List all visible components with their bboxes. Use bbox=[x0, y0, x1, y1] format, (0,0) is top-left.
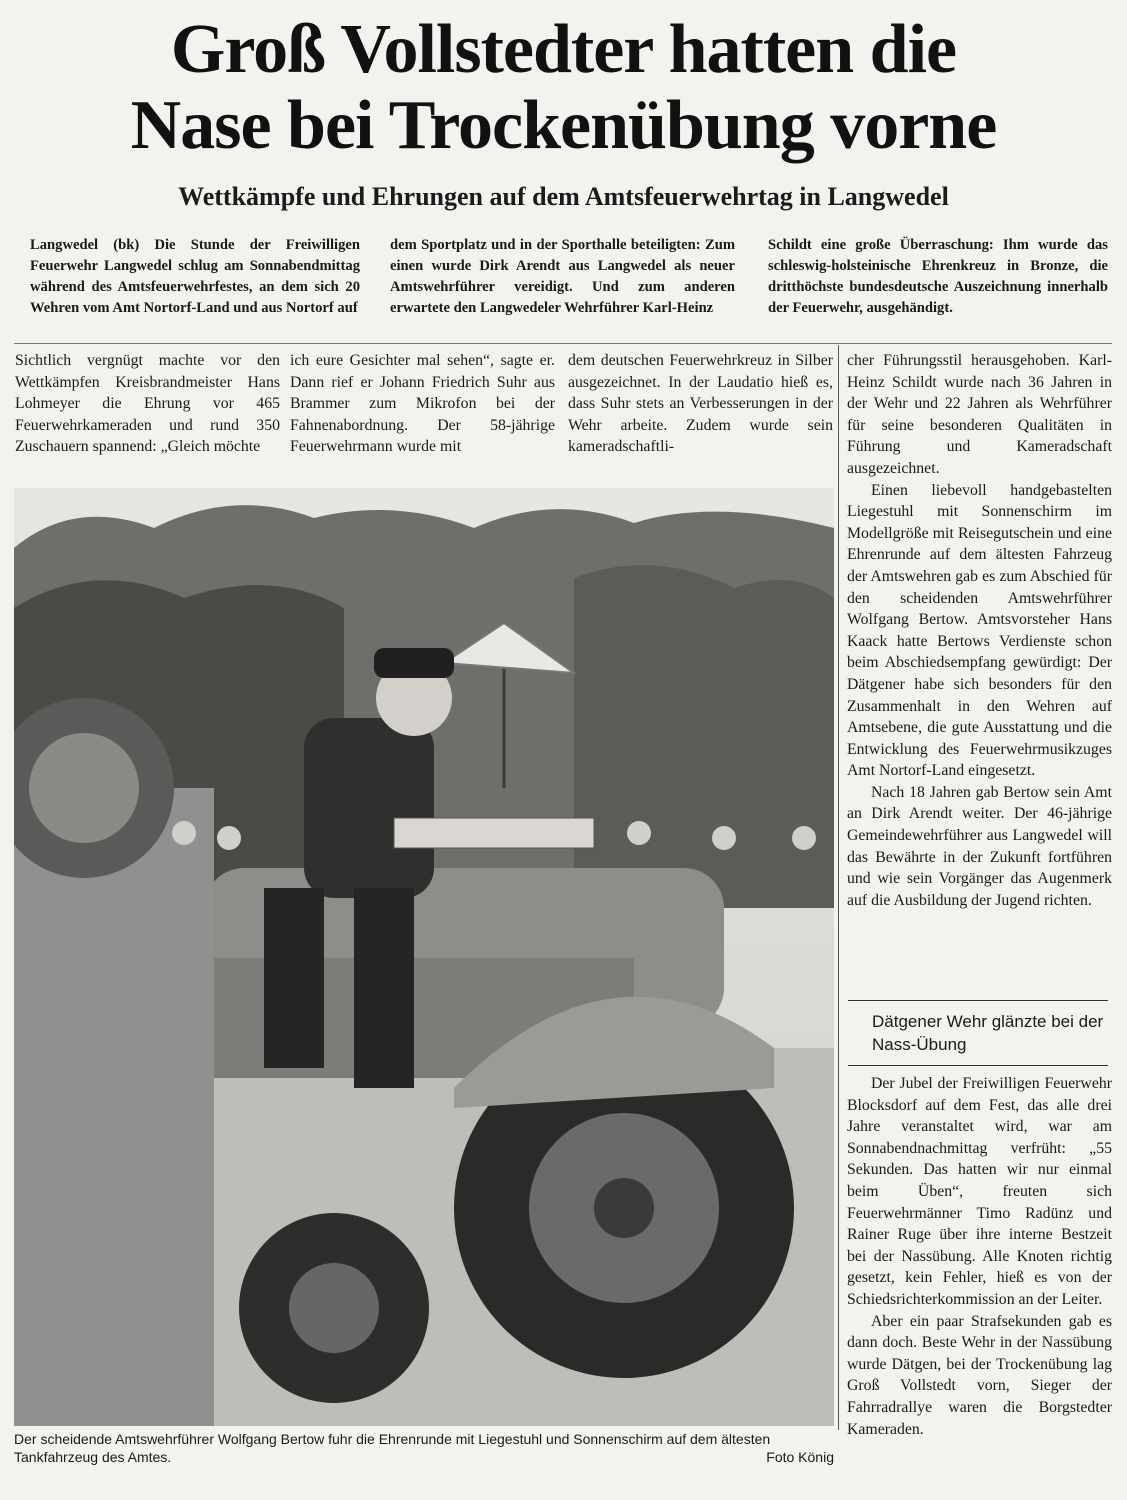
headline-line-2: Nase bei Trockenübung vorne bbox=[130, 87, 997, 164]
sidebar-body bbox=[847, 1073, 1112, 1440]
tractor-photo-illustration bbox=[14, 488, 834, 1426]
sidebar-paragraph: Aber ein paar Strafsekunden gab es dann doch. Beste Wehr in der Nassübung wurde Dätgen, bei der Trockenübung lag Groß Vollstedt vorn, Sieger der Fahrradrallye waren die Borgstedter Kameraden. bbox=[847, 1312, 1112, 1438]
sidebar-bottom-rule bbox=[848, 1065, 1108, 1066]
body-column-4-paragraph: Nach 18 Jahren gab Bertow sein Amt an Dirk Arendt weiter. Der 46-jährige Gemeindewehrführer aus Langwedel will das Bewährte in der Zukunft fortführen und wie sein Vorgänger das Augenmerk auf die Ausbildung der Jugend richten. bbox=[847, 783, 1112, 909]
body-column-4 bbox=[847, 350, 1112, 911]
headline bbox=[0, 12, 1127, 164]
photo-caption: Der scheidende Amtswehrführer Wolfgang Bertow fuhr die Ehrenrunde mit Liegestuhl und Sonnenschirm auf dem ältesten Tankfahrzeug des Amtes. bbox=[14, 1431, 771, 1465]
sidebar-top-rule bbox=[848, 1000, 1108, 1001]
lead-column-1: Langwedel (bk) Die Stunde der Freiwilligen Feuerwehr Langwedel schlug am Sonnabendmittag während des Amtsfeuerwehrfestes, an dem sich 20 Wehren vom Amt Nortorf-Land und aus Nortorf auf bbox=[30, 237, 360, 316]
column-rule bbox=[838, 345, 839, 1430]
body-column-2: ich eure Gesichter mal sehen“, sagte er. Dann rief er Johann Friedrich Suhr aus Brammer zum Mikrofon bei der Fahnenabordnung. Der 58-jährige Feuerwehrmann wurde mit bbox=[290, 352, 555, 456]
divider-rule bbox=[14, 343, 1112, 344]
lead-column-3: Schildt eine große Überraschung: Ihm wurde das schleswig-holsteinische Ehrenkreuz in Bronze, die dritthöchste bundesdeutsche Auszeichnung innerhalb der Feuerwehr, ausgehändigt. bbox=[768, 237, 1108, 316]
lead-column-2: dem Sportplatz und in der Sporthalle beteiligten: Zum einen wurde Dirk Arendt aus Langwedel als neuer Amtswehrführer vereidigt. Und zum anderen erwartete den Langwedeler Wehrführer Karl-Heinz bbox=[390, 237, 735, 316]
photo-credit: Foto König bbox=[766, 1449, 834, 1465]
body-column-4-paragraph: cher Führungsstil herausgehoben. Karl-Heinz Schildt wurde nach 36 Jahren in der Wehr und 22 Jahren als Wehrführer für seine besonderen Qualitäten in Führung und Kameradschaft ausgezeichnet. bbox=[847, 352, 1112, 477]
headline-line-1: Groß Vollstedter hatten die bbox=[170, 11, 957, 88]
sidebar-heading: Dätgener Wehr glänzte bei der Nass-Übung bbox=[872, 1012, 1104, 1054]
body-column-1: Sichtlich vergnügt machte vor den Wettkämpfen Kreisbrandmeister Hans Lohmeyer die Ehrung vor 465 Feuerwehrkameraden und rund 350 Zuschauern spannend: „Gleich möchte bbox=[15, 352, 280, 456]
news-photo bbox=[14, 488, 834, 1426]
body-column-3: dem deutschen Feuerwehrkreuz in Silber ausgezeichnet. In der Laudatio hieß es, dass Suhr stets an Verbesserungen in der Wehr arbeite. Zudem wurde sein kameradschaftli- bbox=[568, 352, 833, 456]
subheadline: Wettkämpfe und Ehrungen auf dem Amtsfeuerwehrtag in Langwedel bbox=[178, 182, 949, 211]
sidebar-paragraph: Der Jubel der Freiwilligen Feuerwehr Blocksdorf auf dem Fest, das alle drei Jahre veranstaltet wird, war am Sonnabendnachmittag verfrüht: „55 Sekunden. Das hatten wir nur einmal beim Üben“, freuten sich Feuerwehrmänner Timo Radünz und Rainer Ruge über ihre interne Bestzeit bei der Nassübung. Alle Knoten richtig gesetzt, kein Fehler, hieß es von der Schiedsrichterkommission an der Leiter. bbox=[847, 1075, 1112, 1308]
photo-caption-block bbox=[14, 1430, 834, 1466]
body-column-4-paragraph: Einen liebevoll handgebastelten Liegestuhl mit Sonnenschirm im Modellgröße mit Reisegutschein und eine Ehrenrunde auf dem ältesten Fahrzeug der Amtswehren gab es zum Abschied für den scheidenden Amtswehrführer Wolfgang Bertow. Amtsvorsteher Hans Kaack hatte Bertows Verdienste schon beim Abschiedsempfang gewürdigt: Der Dätgener habe sich besonders für den Zusammenhalt in den Wehren auf Amtsebene, die gute Ausstattung und die Entwicklung des Feuerwehrmusikzuges Amt Nortorf-Land eingesetzt. bbox=[847, 481, 1112, 780]
